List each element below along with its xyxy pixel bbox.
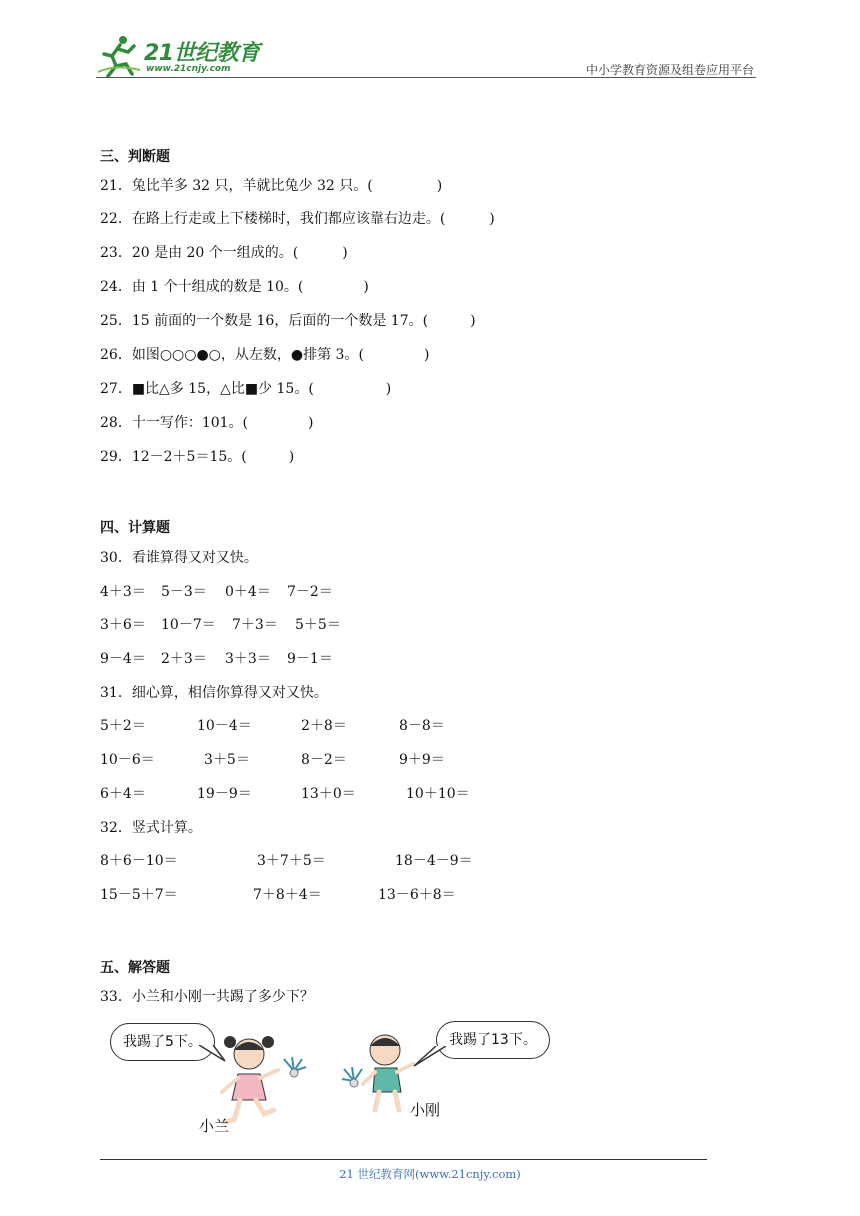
calc-expression: 10－6＝: [100, 752, 155, 768]
question-text: 22．在路上行走或上下楼梯时，我们都应该靠右边走。(: [100, 211, 446, 227]
paren-close: ): [288, 449, 295, 465]
calc-expression: 9－1＝: [287, 651, 333, 667]
calc-expression: 8＋6－10＝: [100, 853, 178, 869]
footer-link[interactable]: 21 世纪教育网(www.21cnjy.com): [339, 1167, 521, 1181]
paren-close: ): [342, 245, 348, 261]
question-text: 23．20 是由 20 个一组成的。(: [100, 245, 299, 261]
speech-bubble-right: 我踢了13下。: [436, 1021, 550, 1059]
speech-tail-icon: [410, 1046, 450, 1070]
calc-expression: 5＋5＝: [295, 617, 341, 633]
question-21: [100, 175, 442, 195]
section-title-calculation: 四、计算题: [100, 520, 170, 536]
paren-close: ): [385, 381, 392, 397]
calc-expression: 7＋3＝: [232, 617, 278, 633]
question-text: 26．如图○○○●○，从左数，●排第 3。(: [100, 347, 364, 363]
question-26: [100, 344, 429, 364]
calc-expression: 3＋6＝: [100, 617, 146, 633]
logo-url: www.21cnjy.com: [146, 64, 231, 74]
footer-divider: [100, 1159, 707, 1160]
question-24: [100, 276, 369, 296]
calc-expression: 10－7＝: [161, 617, 216, 633]
paren-close: ): [423, 347, 430, 363]
calc-expression: 19－9＝: [197, 786, 252, 802]
calc-expression: 6＋4＝: [100, 786, 146, 802]
speech-bubble-left: 我踢了5下。: [110, 1023, 215, 1061]
calc-expression: 3＋5＝: [204, 752, 250, 768]
calc-expression: 5＋2＝: [100, 718, 146, 734]
header-platform-text: 中小学教育资源及组卷应用平台: [585, 63, 754, 77]
question-25: [100, 310, 476, 330]
header-divider: [96, 77, 756, 78]
paren-close: ): [436, 178, 443, 194]
name-label-xiaolan: 小兰: [199, 1117, 230, 1135]
calc-expression: 18－4－9＝: [395, 853, 473, 869]
question-29: [100, 446, 294, 466]
paren-close: ): [489, 211, 495, 227]
section-title-word-problems: 五、解答题: [100, 960, 170, 976]
calc-expression: 0＋4＝: [225, 584, 271, 600]
calc-expression: 10－4＝: [197, 718, 252, 734]
calc-expression: 7＋8＋4＝: [253, 887, 322, 903]
calc-expression: 5－3＝: [161, 584, 207, 600]
calc-expression: 13＋0＝: [301, 786, 356, 802]
paren-close: ): [363, 279, 369, 295]
question-31: 31．细心算，相信你算得又对又快。: [100, 685, 328, 701]
question-28: [100, 412, 313, 432]
logo-title: 21世纪教育: [144, 41, 260, 66]
site-logo: [96, 34, 266, 80]
question-text: 24．由 1 个十组成的数是 10。(: [100, 279, 304, 295]
question-23: [100, 242, 348, 262]
calc-expression: 15－5＋7＝: [100, 887, 178, 903]
calc-expression: 13－6＋8＝: [378, 887, 456, 903]
question-text: 27．■比△多 15，△比■少 15。(: [100, 381, 314, 397]
paren-close: ): [308, 415, 314, 431]
paren-close: ): [470, 313, 476, 329]
calc-expression: 7－2＝: [287, 584, 333, 600]
question-27: [100, 378, 391, 398]
question-32: 32．竖式计算。: [100, 820, 202, 836]
calc-expression: 8－2＝: [301, 752, 347, 768]
runner-icon: [96, 34, 142, 78]
name-label-xiaogang: 小刚: [410, 1101, 441, 1119]
question-text: 21．兔比羊多 32 只，羊就比兔少 32 只。(: [100, 178, 373, 194]
calc-expression: 3＋3＝: [225, 651, 271, 667]
question-text: 28．十一写作：101。(: [100, 415, 248, 431]
calc-expression: 9－4＝: [100, 651, 146, 667]
calc-expression: 2＋3＝: [161, 651, 207, 667]
calc-expression: 3＋7＋5＝: [257, 853, 326, 869]
question-text: 29．12－2＋5＝15。(: [100, 449, 247, 465]
calc-expression: 10＋10＝: [406, 786, 470, 802]
question-22: [100, 208, 495, 228]
question-text: 25．15 前面的一个数是 16，后面的一个数是 17。(: [100, 313, 429, 329]
question-33: 33．小兰和小刚一共踢了多少下？: [100, 989, 314, 1005]
calc-expression: 8－8＝: [399, 718, 445, 734]
section-title-judgement: 三、判断题: [100, 149, 170, 165]
calc-expression: 4＋3＝: [100, 584, 146, 600]
question-30: 30．看谁算得又对又快。: [100, 550, 258, 566]
shuttlecock-icon: [280, 1055, 308, 1085]
calc-expression: 9＋9＝: [399, 752, 445, 768]
calc-expression: 2＋8＝: [301, 718, 347, 734]
